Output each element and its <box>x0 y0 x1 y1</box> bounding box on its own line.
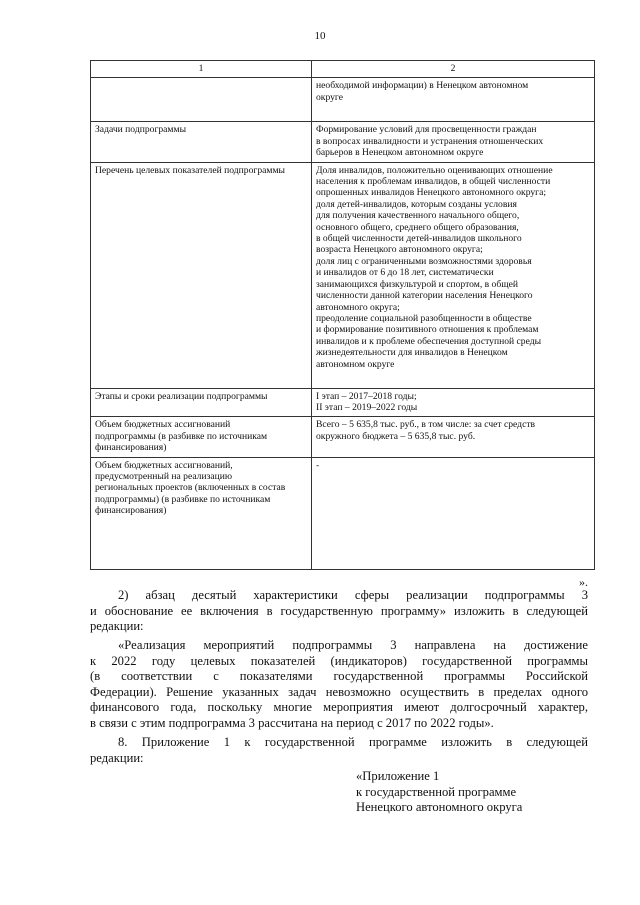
annex-heading: «Приложение 1 к государственной программе Ненецкого автономного округа <box>356 769 523 815</box>
table-row <box>91 162 595 388</box>
table-row <box>91 457 595 569</box>
row-label: Объем бюджетных ассигнований, предусмотренный на реализацию региональных проектов (включенных в состав подпрограммы) (в разбивке по источникам финансирования) <box>91 457 312 569</box>
page-number: 10 <box>314 30 326 42</box>
row-label <box>91 78 312 122</box>
row-label: Перечень целевых показателей подпрограммы <box>91 162 312 388</box>
column-number-2: 2 <box>312 61 595 78</box>
paragraph-item-8: 8. Приложение 1 к государственной программе изложить в следующей редакции: <box>90 735 588 765</box>
row-value: Доля инвалидов, положительно оценивающих отношение населения к проблемам инвалидов, в общей численности опрошенных инвалидов Ненецкого автономного округа; доля детей-инвалидов, которым созданы условия для получения качественного начального общего, основного общего, среднего общего образования, в общей численности детей-инвалидов школьного возраста Ненецкого автономного округа; доля лиц с ограниченными возможностями здоровья и инвалидов от 6 до 18 лет, систематически занимающихся физкультурой и спортом, в общей численности данной категории населения Ненецкого автономного округа; преодоление социальной разобщенности в обществе и формирование позитивного отношения к проблемам инвалидов и к проблеме обеспечения доступной среды жизнедеятельности для инвалидов в Ненецком автономном округе <box>312 162 595 388</box>
column-number-1: 1 <box>91 61 312 78</box>
table-row <box>91 388 595 417</box>
row-label: Этапы и сроки реализации подпрограммы <box>91 388 312 417</box>
paragraph-item-2: 2) абзац десятый характеристики сферы реализации подпрограммы 3 и обоснование ее включения в государственную программу» изложить в следующей редакции: <box>90 588 588 634</box>
table-row <box>91 417 595 457</box>
table-header-row <box>91 61 595 78</box>
row-value: Формирование условий для просвещенности граждан в вопросах инвалидности и устранения отношенческих барьеров в Ненецком автономном округе <box>312 122 595 162</box>
row-value: I этап – 2017–2018 годы; II этап – 2019–2022 годы <box>312 388 595 417</box>
paragraph-quote: «Реализация мероприятий подпрограммы 3 направлена на достижение к 2022 году целевых показателей (индикаторов) государственной программы (в соответствии с показателями государственной программы Российской Федерации). Решение указанных задач невозможно осуществить в пределах одного финансового года, поскольку многие мероприятия имеют долгосрочный характер, в связи с этим подпрограмма 3 рассчитана на период с 2017 по 2022 годы». <box>90 638 588 730</box>
table-row <box>91 122 595 162</box>
row-label: Объем бюджетных ассигнований подпрограммы (в разбивке по источникам финансирования) <box>91 417 312 457</box>
closing-quote: ». <box>579 575 588 589</box>
row-value: - <box>312 457 595 569</box>
row-value: Всего – 5 635,8 тыс. руб., в том числе: за счет средств окружного бюджета – 5 635,8 тыс. руб. <box>312 417 595 457</box>
subprogram-passport-table <box>90 60 595 570</box>
row-value: необходимой информации) в Ненецком автономном округе <box>312 78 595 122</box>
row-label: Задачи подпрограммы <box>91 122 312 162</box>
table-row <box>91 78 595 122</box>
